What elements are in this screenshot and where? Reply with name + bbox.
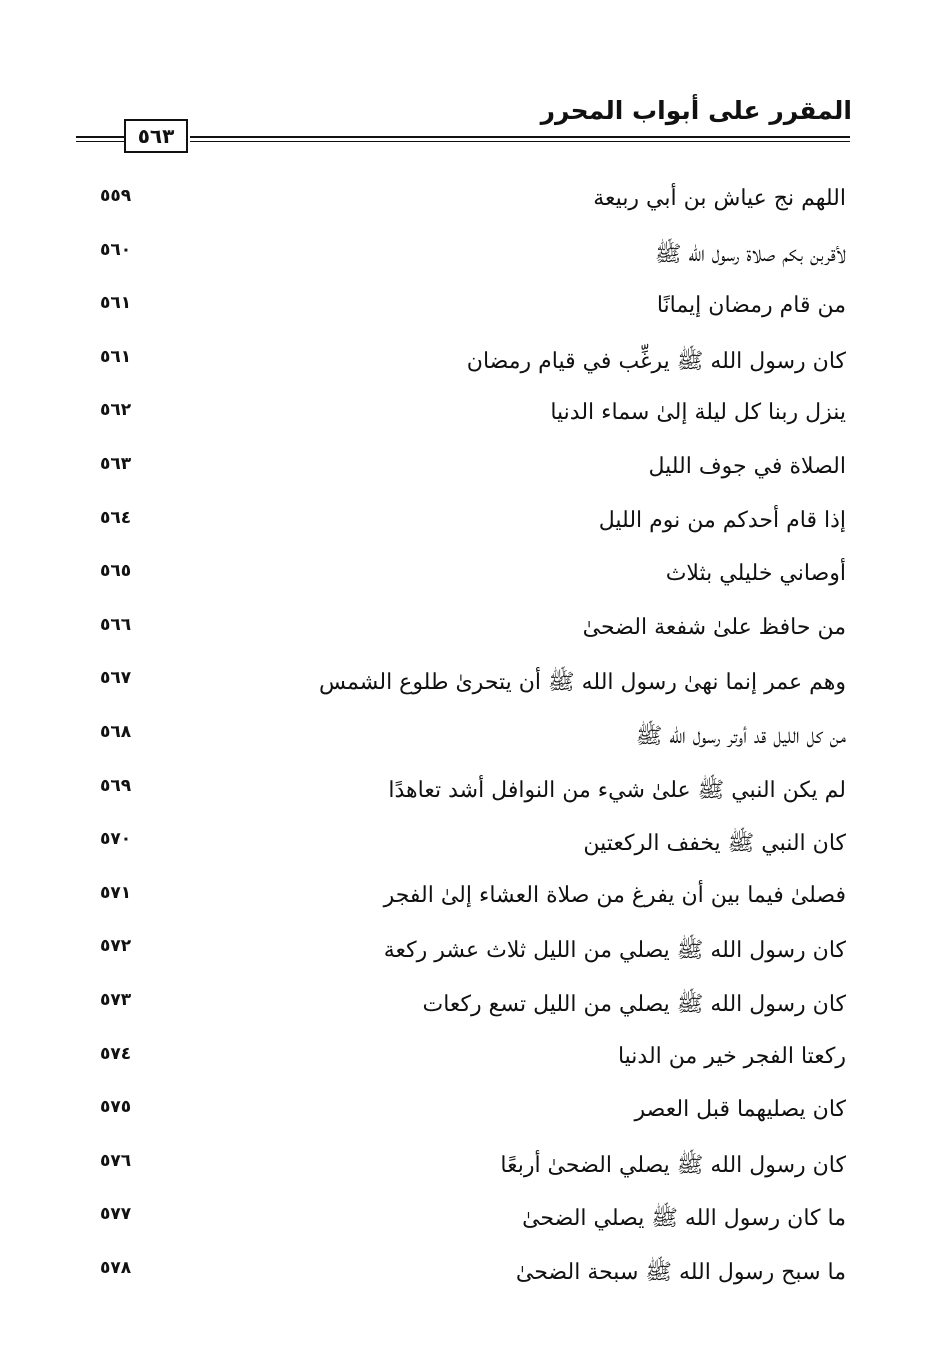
entry-title: إذا قام أحدكم من نوم الليل — [598, 507, 846, 533]
entry-title: ما سبح رسول الله ﷺ سبحة الضحىٰ — [515, 1259, 846, 1285]
entry-page-number: ٥٦٩ — [100, 775, 132, 796]
entry-title: كان رسول الله ﷺ يصلي من الليل تسع ركعات — [422, 991, 846, 1017]
list-item — [0, 440, 938, 494]
entry-title: من كل الليل قد أوتر رسول الله ﷺ — [635, 723, 846, 749]
header-rule-left — [76, 136, 124, 138]
entry-title: لم يكن النبي ﷺ علىٰ شيء من النوافل أشد تعاهدًا — [388, 777, 846, 803]
list-item — [0, 386, 938, 440]
entry-title: كان رسول الله ﷺ يرغِّب في قيام رمضان — [466, 348, 846, 374]
entry-page-number: ٥٦٥ — [100, 561, 132, 582]
entry-page-number: ٥٧٨ — [100, 1257, 132, 1278]
entry-page-number: ٥٥٩ — [100, 186, 132, 206]
entry-page-number: ٥٦٦ — [100, 614, 132, 635]
entry-title: من قام رمضان إيمانًا — [656, 293, 846, 319]
list-item — [0, 547, 938, 601]
entry-page-number: ٥٧١ — [100, 882, 132, 903]
page-number: ٥٦٣ — [137, 124, 175, 148]
entry-page-number: ٥٦١ — [100, 346, 132, 367]
index-list — [0, 172, 938, 1297]
header-rule-left-thin — [76, 141, 124, 142]
entry-title: كان رسول الله ﷺ يصلي الضحىٰ أربعًا — [500, 1152, 846, 1178]
entry-title: ينزل ربنا كل ليلة إلىٰ سماء الدنيا — [550, 400, 846, 426]
running-header-title: المقرر على أبواب المحرر — [540, 96, 852, 125]
entry-title: اللهم نج عياش بن أبي ربيعة — [593, 186, 846, 211]
entry-page-number: ٥٧٣ — [100, 989, 132, 1010]
list-item — [0, 1137, 938, 1191]
entry-title: كان النبي ﷺ يخفف الركعتين — [583, 831, 846, 857]
list-item — [0, 494, 938, 548]
header-rule — [190, 136, 850, 138]
list-item — [0, 1190, 938, 1244]
list-item — [0, 708, 938, 762]
entry-page-number: ٥٧٦ — [100, 1150, 132, 1171]
entry-page-number: ٥٦٢ — [100, 400, 132, 421]
entry-page-number: ٥٦٣ — [100, 453, 132, 474]
entry-title: وهم عمر إنما نهىٰ رسول الله ﷺ أن يتحرىٰ طلوع الشمس — [318, 670, 846, 696]
entry-page-number: ٥٧٥ — [100, 1097, 132, 1118]
list-item — [0, 226, 938, 280]
list-item — [0, 654, 938, 708]
entry-title: ما كان رسول الله ﷺ يصلي الضحىٰ — [522, 1206, 846, 1232]
entry-title: أوصاني خليلي بثلاث — [665, 561, 846, 587]
list-item — [0, 815, 938, 869]
list-item — [0, 1030, 938, 1084]
entry-title: كان يصليهما قبل العصر — [634, 1097, 846, 1123]
list-item — [0, 1244, 938, 1298]
entry-title: من حافظ علىٰ شفعة الضحىٰ — [582, 614, 846, 640]
list-item — [0, 762, 938, 816]
entry-page-number: ٥٦٨ — [100, 721, 132, 742]
list-item — [0, 333, 938, 387]
list-item — [0, 922, 938, 976]
list-item — [0, 172, 938, 226]
entry-page-number: ٥٧٤ — [100, 1043, 132, 1064]
entry-page-number: ٥٦١ — [100, 293, 132, 314]
list-item — [0, 1083, 938, 1137]
list-item — [0, 976, 938, 1030]
list-item — [0, 869, 938, 923]
entry-page-number: ٥٦٧ — [100, 668, 132, 689]
entry-page-number: ٥٧٧ — [100, 1204, 132, 1225]
entry-title: ركعتا الفجر خير من الدنيا — [617, 1043, 846, 1069]
page-number-box — [124, 119, 188, 153]
list-item — [0, 601, 938, 655]
entry-page-number: ٥٧٢ — [100, 936, 132, 957]
entry-title: الصلاة في جوف الليل — [648, 453, 846, 479]
entry-page-number: ٥٧٠ — [100, 829, 132, 850]
entry-title: كان رسول الله ﷺ يصلي من الليل ثلاث عشر ركعة — [383, 938, 846, 964]
entry-page-number: ٥٦٠ — [100, 239, 132, 260]
entry-title: لأقربن بكم صلاة رسول الله ﷺ — [654, 241, 846, 267]
entry-title: فصلىٰ فيما بين أن يفرغ من صلاة العشاء إلىٰ الفجر — [383, 882, 846, 908]
header-rule-thin — [190, 141, 850, 142]
list-item — [0, 279, 938, 333]
entry-page-number: ٥٦٤ — [100, 507, 132, 528]
